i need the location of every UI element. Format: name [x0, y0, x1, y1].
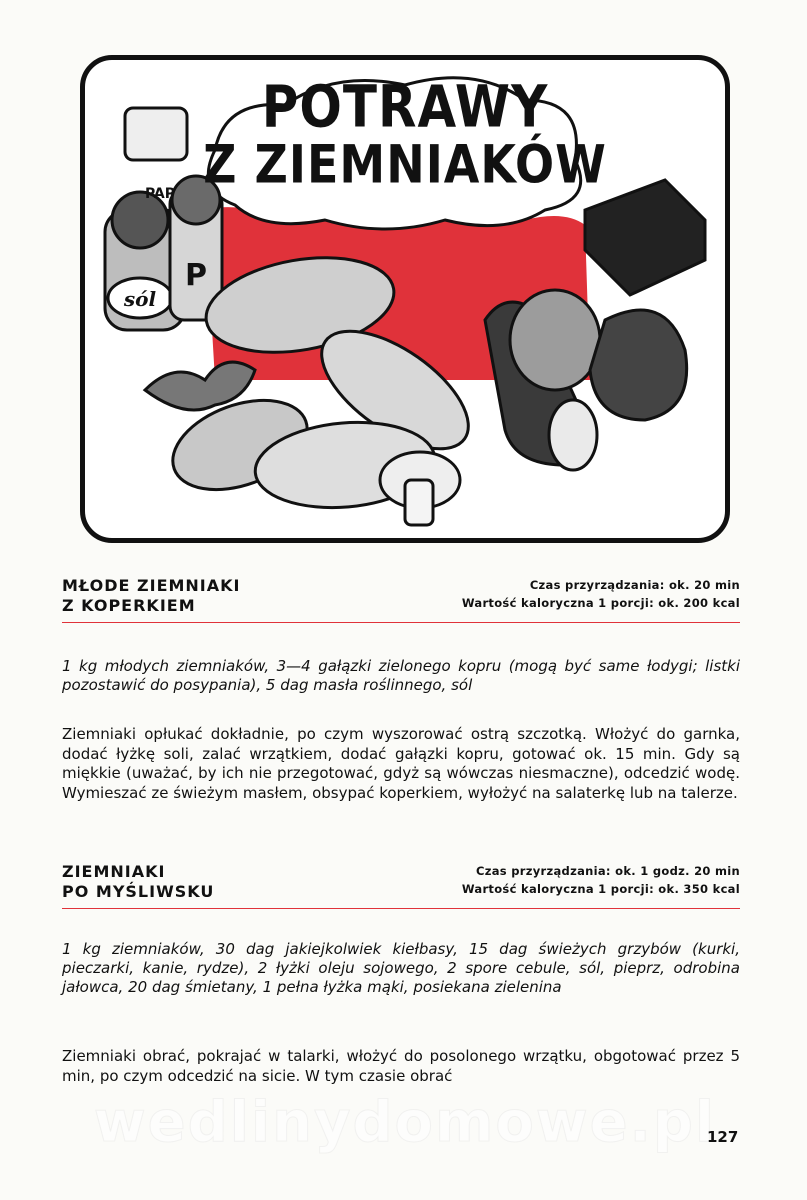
- recipe-1-meta: [462, 576, 740, 612]
- recipe-2-prep-time: Czas przyrządzania: ok. 1 godz. 20 min: [475, 864, 740, 878]
- recipe-1-title: [62, 576, 241, 616]
- site-watermark: wedlinydomowe.pl: [93, 1090, 717, 1155]
- salt-label-text: sól: [123, 287, 157, 311]
- recipe-1-header: [62, 576, 740, 623]
- recipe-1-ingredients: 1 kg młodych ziemniaków, 3—4 gałązki zielonego kopru (mogą być same łodygi; listki pozostawić do posypania), 5 dag masła roślinnego, sól: [62, 657, 740, 694]
- sausage-slice: [549, 400, 597, 470]
- page-number: 127: [707, 1128, 739, 1146]
- recipe-2-meta: [462, 862, 740, 898]
- onion: [510, 290, 600, 390]
- recipe-2-title: [62, 862, 214, 902]
- banner-title-line2: Z ZIEMNIAKÓW: [203, 132, 607, 196]
- recipe-2-title-line1: ZIEMNIAKI: [62, 862, 166, 881]
- paprika-box-label: PAP: [144, 186, 176, 202]
- recipe-1-calories: Wartość kaloryczna 1 porcji: ok. 200 kcal: [461, 596, 740, 610]
- pepper-letter: P: [185, 258, 207, 293]
- banner-title-line1: POTRAWY: [261, 73, 549, 141]
- recipe-2-header: [62, 862, 740, 909]
- recipe-2-title-line2: PO MYŚLIWSKU: [62, 882, 215, 901]
- mushroom-stem: [405, 480, 433, 525]
- bell-pepper: [590, 310, 687, 420]
- recipe-2-calories: Wartość kaloryczna 1 porcji: ok. 350 kcal: [461, 882, 740, 896]
- recipe-1-prep-time: Czas przyrządzania: ok. 20 min: [529, 578, 740, 592]
- recipe-2-ingredients: 1 kg ziemniaków, 30 dag jakiejkolwiek kiełbasy, 15 dag świeżych grzybów (kurki, pieczarki, kanie, rydze), 2 łyżki oleju sojowego, 2 spore cebule, sól, pieprz, odrobina jałowca, 20 dag śmietany, 1 pełna łyżka mąki, posiekana zielenina: [62, 940, 740, 996]
- recipe-1-instructions: Ziemniaki opłukać dokładnie, po czym wyszorować ostrą szczotką. Włożyć do garnka, dodać łyżkę soli, zalać wrzątkiem, dodać gałązki kopru, gotować ok. 15 min. Gdy są miękkie (uważać, by ich nie przegotować, gdyż są wówczas niesmaczne), odcedzić wodę. Wymieszać ze świeżym masłem, obsypać koperkiem, wyłożyć na salaterkę lub na talerze.: [62, 725, 740, 802]
- recipe-1-title-line2: Z KOPERKIEM: [62, 596, 196, 615]
- illustration-frame: [80, 55, 730, 543]
- recipe-1-title-line1: MŁODE ZIEMNIAKI: [62, 576, 241, 595]
- spice-box: [585, 180, 705, 295]
- recipe-2-instructions: Ziemniaki obrać, pokrajać w talarki, włożyć do posolonego wrzątku, obgotować przez 5 min, po czym odcedzić na sicie. W tym czasie obrać: [62, 1047, 740, 1085]
